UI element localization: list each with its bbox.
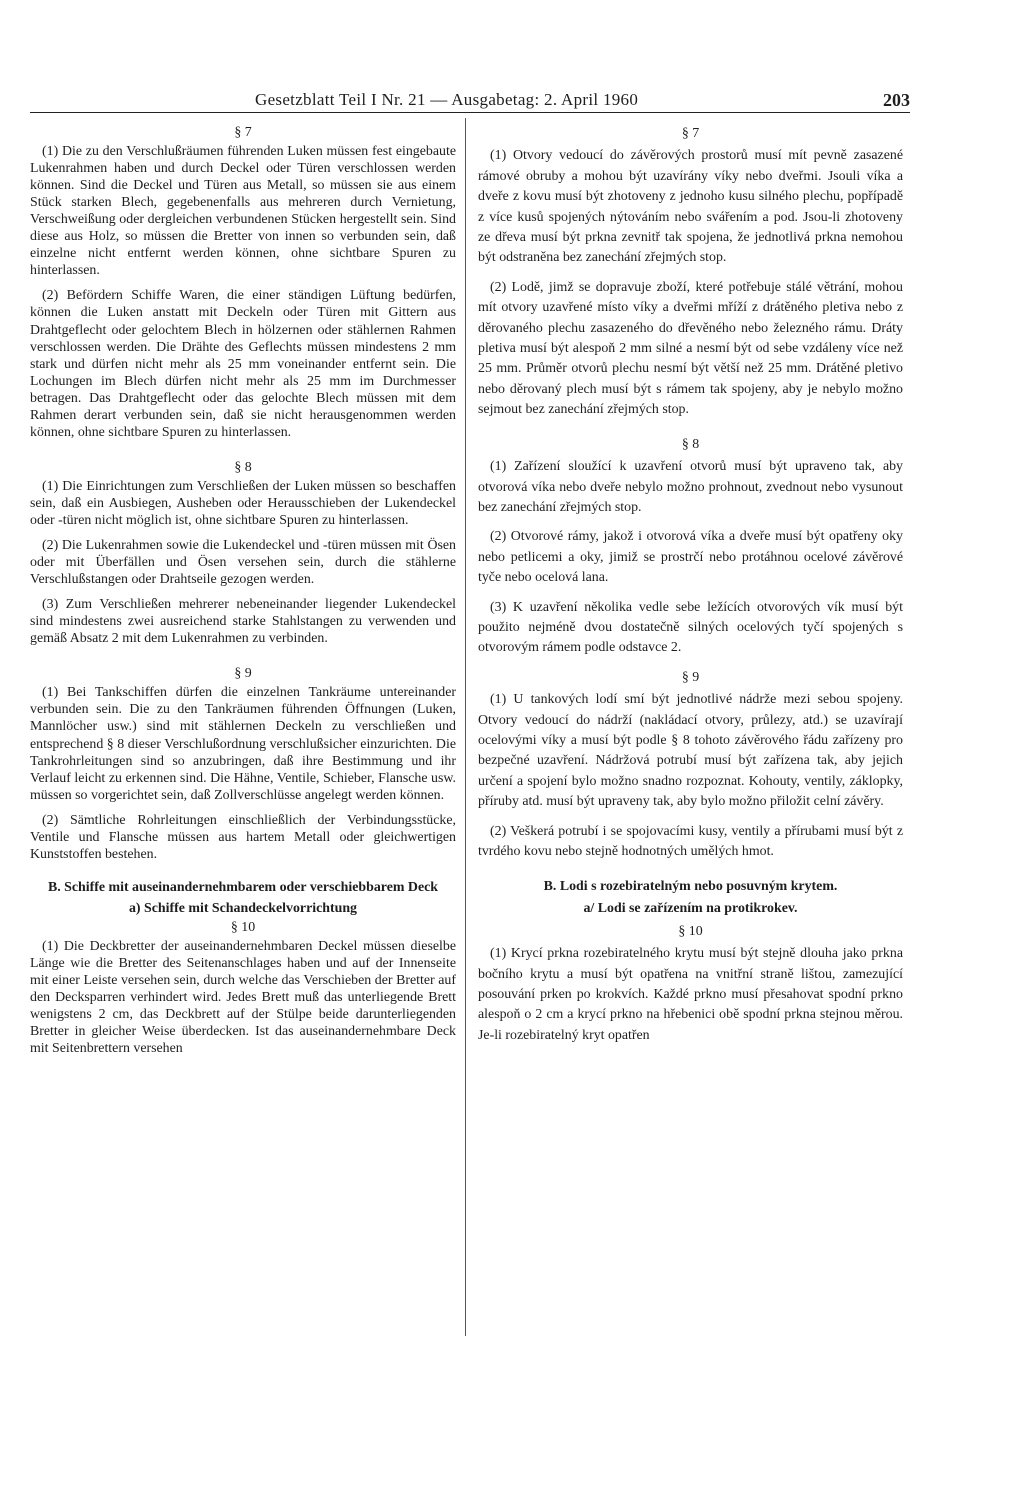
paragraph: (1) Bei Tankschiffen dürfen die einzelnen Tankräume untereinander verbunden sein. Die zu den Tankräumen führenden Öffnungen (Luken, Mannlöcher usw.) sind mit stählernen Deckeln zu verschließen und entsprechend § 8 dieser Verschlußordnung verschlußsicher einzurichten. Die Tankrohrleitungen sind so anzubringen, daß ihre Bestimmung und ihr Verlauf leicht zu erkennen sind. Die Hähne, Ventile, Schieber, Flansche usw. müssen so vorgerichtet sein, daß Zollverschlüsse angelegt werden können. (30, 685, 456, 803)
column-divider (465, 118, 466, 1336)
german-column (30, 124, 456, 1065)
paragraph: (1) Otvory vedoucí do závěrových prostorů musí mít pevně zasazené rámové obruby a mohou být uzavírány víky nebo dveřmi. Jsouli víka a dveře z kovu musí být zhotoveny z jednoho kusu silného plechu, popřípadě z více kusů spojených nýtováním nebo svářením a pod. Jsou-li zhotoveny ze dřeva musí být prkna zevnitř tak spojena, že jednotlivá prkna nemohou být odstraněna bez zanechání zřejmých stop. (478, 148, 903, 266)
paragraph: (1) Zařízení sloužící k uzavření otvorů musí být upraveno tak, aby otvorová víka nebo dveře nebylo možno prohnout, zvednout nebo vysunout bez zanechání zřejmých stop. (478, 459, 903, 515)
section-heading: § 9 (681, 669, 700, 685)
paragraph: (2) Die Lukenrahmen sowie die Lukendeckel und -türen müssen mit Ösen oder mit Überfällen und Ösen versehen sein, durch die stählerne Verschlußstangen oder Drahtseile gezogen werden. (30, 538, 456, 588)
header-title: Gesetzblatt Teil I Nr. 21 — Ausgabetag: 2. April 1960 (255, 90, 639, 109)
section-heading: § 7 (681, 126, 700, 141)
paragraph: (1) Die zu den Verschlußräumen führenden Luken müssen fest eingebaute Lukenrahmen haben und durch Deckel oder Türen verschlossen werden können. Sind die Deckel und Türen aus Metall, so müssen sie aus einem Stück starken Blech, gegebenenfalls aus mehreren durch Vernietung, Verschweißung oder dergleichen verbundenen Stücken hergestellt sein. Sind diese aus Holz, so müssen die Bretter von innen so verbunden sein, daß einzelne nicht entfernt werden können, ohne sichtbare Spuren zu hinterlassen. (30, 144, 456, 279)
paragraph: (2) Befördern Schiffe Waren, die einer ständigen Lüftung bedürfen, können die Luken anstatt mit Deckeln oder Türen mit Gittern aus Drahtgeflecht oder gelochtem Blech in hölzernen oder stählernen Rahmen verschlossen werden. Die Drähte des Geflechts müssen mindestens 2 mm stark und dürfen nicht mehr als 25 mm voneinander entfernt sein. Die Lochungen im Blech dürfen nicht mehr als 25 mm im Durchmesser betragen. Das Drahtgeflecht oder das gelochte Blech müssen mit dem Rahmen derart verbunden sein, daß sie nicht herausgenommen werden können, ohne sichtbare Spuren zu hinterlassen. (30, 288, 456, 440)
part-heading: B. Schiffe mit auseinandernehmbarem oder verschiebbarem Deck (47, 879, 439, 895)
paragraph: (1) Krycí prkna rozebiratelného krytu musí být stejně dlouha jako prkna bočního krytu a musí být opatřena na vnitřní straně lištou, zamezující posouvání prken po krokvích. Každé prkno musí přesahovat spodní prkno alespoň o 2 cm a krycí prkno na hřebenici obě spodní prkna stejnou měrou. Je-li rozebiratelný kryt opatřen (478, 946, 903, 1043)
section-heading: § 9 (234, 666, 252, 682)
paragraph: (1) Die Einrichtungen zum Verschließen der Luken müssen so beschaffen sein, daß ein Ausbiegen, Ausheben oder Herausschieben der Lukendeckel oder -türen nicht möglich ist, ohne sichtbare Spuren zu hinterlassen. (30, 478, 456, 528)
paragraph: (3) K uzavření několika vedle sebe ležících otvorových vík musí být použito nejméně dvou dostatečně silných ocelových tyčí spojených s otvorovým rámem podle odstavce 2. (478, 599, 903, 656)
section-heading: § 8 (234, 459, 252, 475)
paragraph: (2) Lodě, jimž se dopravuje zboží, které potřebuje stálé větrání, mohou mít otvory uzavřené místo víky a dveřmi mříží z drátěného pletiva nebo z děrovaného plechu zasazeného do dřevěného nebo železného rámu. Dráty pletiva musí být alespoň 2 mm silné a nesmí být od sebe vzdáleny více než 25 mm. Průměr otvorů plechu nesmí být větší než 25 mm. Drátěné pletivo nebo děrovaný plech musí být s rámem tak spojeny, aby je nebylo možno sejmout bez zanechání zřejmých stop. (478, 279, 903, 418)
section-heading: § 8 (681, 436, 700, 452)
sub-heading: a/ Lodi se zařízením na protikrokev. (583, 901, 798, 917)
paragraph: (2) Veškerá potrubí i se spojovacími kusy, ventily a přírubami musí být z tvrdého kovu nebo stejně hodnotných umělých hmot. (478, 823, 903, 859)
page-number: 203 (883, 90, 910, 110)
section-heading: § 10 (230, 919, 256, 935)
czech-column (478, 124, 903, 1055)
paragraph: (3) Zum Verschließen mehrerer nebeneinander liegender Lukendeckel sind mindestens zwei ausreichend starke Stahlstangen zu verwenden und gemäß Absatz 2 mit dem Lukenrahmen zu verbinden. (30, 597, 456, 647)
part-heading: B. Lodi s rozebiratelným nebo posuvným krytem. (543, 879, 838, 895)
section-heading: § 7 (234, 125, 252, 140)
sub-heading: a) Schiffe mit Schandeckelvorrichtung (128, 900, 358, 916)
running-header (30, 90, 910, 113)
paragraph: (1) Die Deckbretter der auseinandernehmbaren Deckel müssen dieselbe Länge wie die Bretter des Seitenanschlages haben und auf der Innenseite mit einer Leiste versehen sein, durch welche das Verschieben der Bretter auf den Decksparren verhindert wird. Jedes Brett muß das unterliegende Brett wenigstens 2 cm, das Deckbrett auf der Stülpe beide darunterliegenden Bretter in gleicher Weise überdecken. Ist das auseinandernehmbare Deck mit Seitenbrettern versehen (30, 938, 456, 1057)
paragraph: (1) U tankových lodí smí být jednotlivé nádrže mezi sebou spojeny. Otvory vedoucí do nádrží (nakládací otvory, průlezy, atd.) se uzavírají ocelovými víky a musí být podle § 8 tohoto závěrového řádu zařízeny pro bezpečné uzavření. Nádržová potrubí musí být zařízena tak, aby jejich určení a spojení bylo možno snadno rozpoznat. Kohouty, ventily, záklopky, příruby atd. musí být upraveny tak, aby bylo možno přiložit celní závěry. (478, 692, 903, 810)
section-heading: § 10 (678, 923, 703, 939)
paragraph: (2) Otvorové rámy, jakož i otvorová víka a dveře musí být opatřeny oky nebo petlicemi a oky, jimiž se prostrčí nebo protáhnou ocelové závěrové tyče nebo ocelová lana. (478, 529, 903, 586)
paragraph: (2) Sämtliche Rohrleitungen einschließlich der Verbindungsstücke, Ventile und Flansche müssen aus hartem Metall oder gleichwertigen Kunststoffen bestehen. (30, 812, 456, 862)
